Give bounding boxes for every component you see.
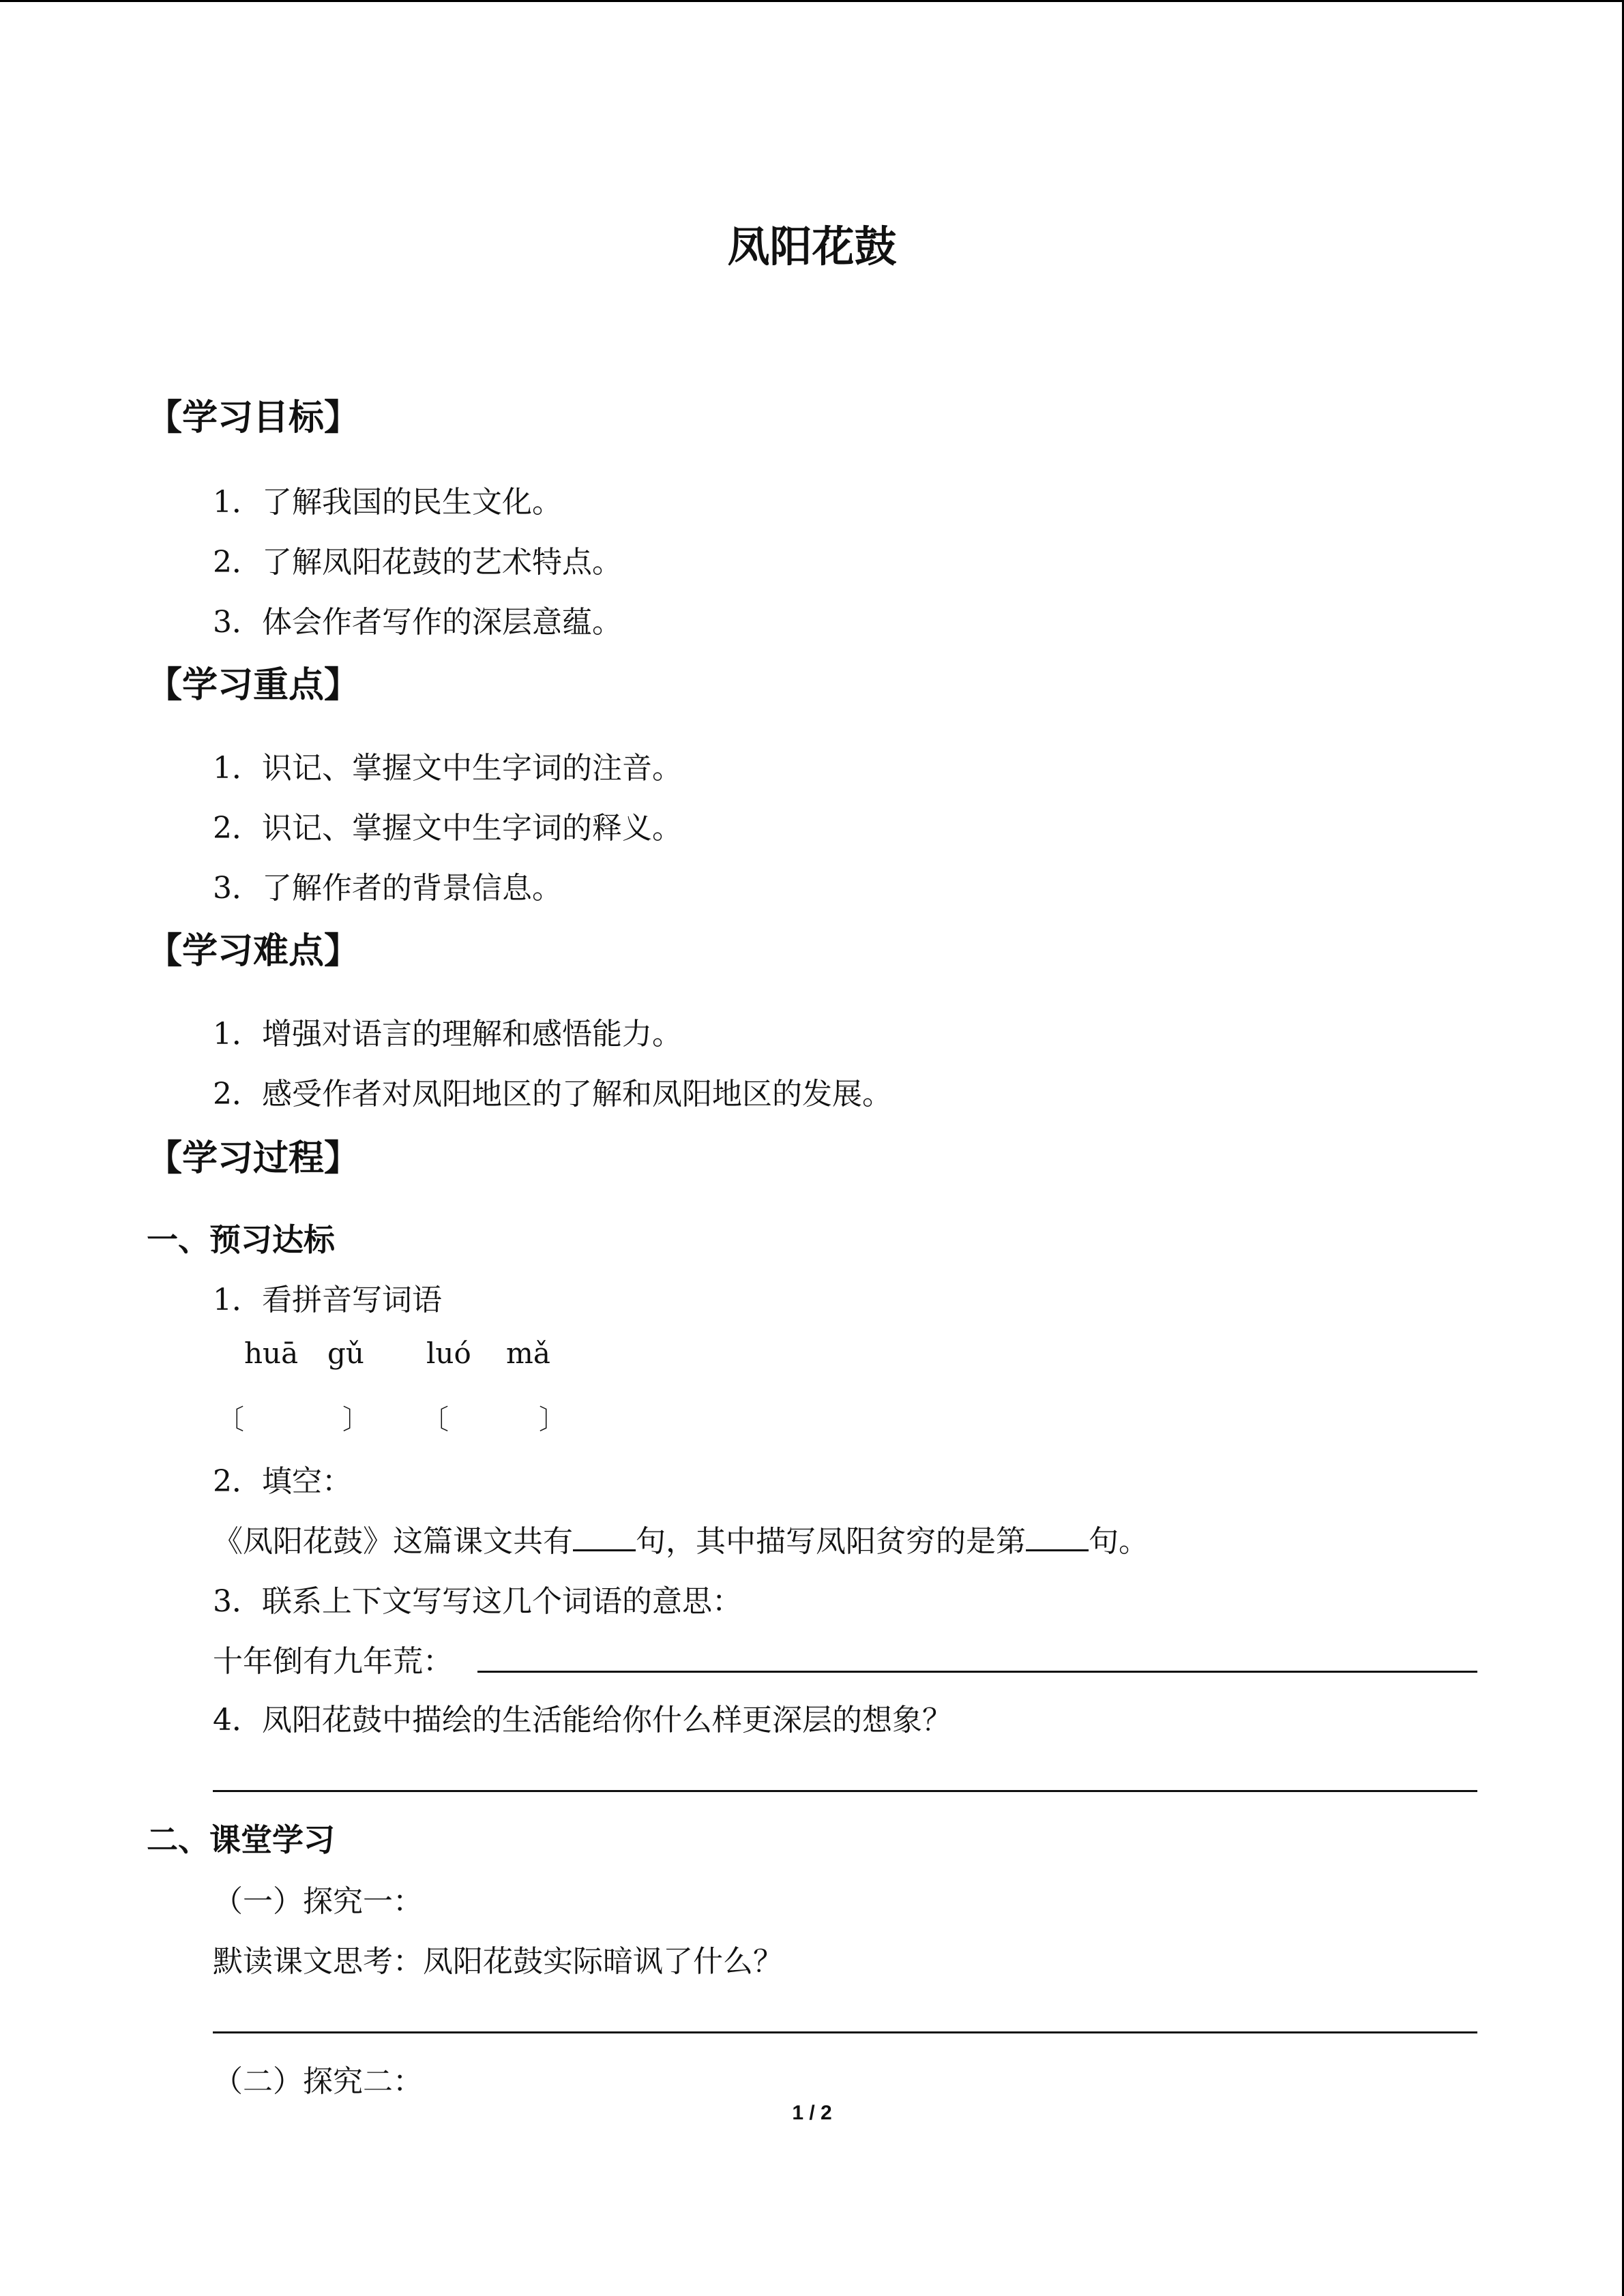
- goal-item-1: 1．了解我国的民生文化。: [213, 485, 562, 520]
- preview-q1-label: 1．看拼音写词语: [213, 1283, 442, 1317]
- q2-text-part2: 句，其中描写凤阳贫穷的是第: [636, 1524, 1026, 1559]
- pinyin-luo: luó: [426, 1337, 471, 1370]
- goal-item-2: 2．了解凤阳花鼓的艺术特点。: [213, 545, 622, 580]
- goal-item-3: 3．体会作者写作的深层意蕴。: [213, 605, 622, 640]
- preview-q4-label: 4．凤阳花鼓中描绘的生活能给你什么样更深层的想象？: [213, 1703, 952, 1738]
- q2-text-part1: 《凤阳花鼓》这篇课文共有: [213, 1524, 573, 1559]
- explore2-label: （二）探究二：: [213, 2064, 423, 2099]
- preview-q3-label: 3．联系上下文写写这几个词语的意思：: [213, 1584, 742, 1619]
- section-heading-goals: 【学习目标】: [147, 398, 360, 438]
- q2-blank-total[interactable]: [573, 1522, 636, 1551]
- explore1-label: （一）探究一：: [213, 1884, 423, 1919]
- answer-bracket-2-right: 〕: [539, 1404, 566, 1435]
- pinyin-hua: huā: [244, 1337, 299, 1370]
- page-border-top: [0, 0, 1624, 2]
- preview-q2-label: 2．填空：: [213, 1464, 352, 1499]
- subsection-preview: 一、预习达标: [147, 1221, 335, 1258]
- key-point-item-2: 2．识记、掌握文中生字词的释义。: [213, 811, 682, 846]
- preview-q3-term: 十年倒有九年荒：: [213, 1644, 453, 1679]
- key-point-item-1: 1．识记、掌握文中生字词的注音。: [213, 751, 682, 786]
- pinyin-ma: mǎ: [506, 1337, 550, 1370]
- page-number: 1 / 2: [792, 2102, 832, 2124]
- preview-q2-sentence: [213, 1517, 1149, 1560]
- document-title: 凤阳花鼓: [727, 222, 897, 271]
- q2-blank-sentence[interactable]: [1026, 1522, 1089, 1551]
- explore1-question: 默读课文思考：凤阳花鼓实际暗讽了什么？: [213, 1944, 783, 1979]
- section-heading-difficulties: 【学习难点】: [147, 931, 360, 972]
- difficulty-item-1: 1．增强对语言的理解和感悟能力。: [213, 1017, 682, 1052]
- answer-bracket-1-left: 〔: [217, 1404, 244, 1435]
- key-point-item-3: 3．了解作者的背景信息。: [213, 871, 562, 906]
- answer-bracket-1-right: 〕: [342, 1404, 370, 1435]
- section-heading-key-points: 【学习重点】: [147, 665, 360, 706]
- q2-text-part3: 句。: [1089, 1524, 1149, 1559]
- subsection-classroom: 二、课堂学习: [147, 1821, 335, 1858]
- q3-answer-line[interactable]: [477, 1671, 1477, 1673]
- difficulty-item-2: 2．感受作者对凤阳地区的了解和凤阳地区的发展。: [213, 1077, 892, 1112]
- section-heading-process: 【学习过程】: [147, 1138, 360, 1179]
- pinyin-gu: gǔ: [327, 1337, 364, 1370]
- answer-bracket-2-left: 〔: [422, 1404, 449, 1435]
- q4-answer-line[interactable]: [213, 1790, 1477, 1792]
- explore1-answer-line[interactable]: [213, 2031, 1477, 2033]
